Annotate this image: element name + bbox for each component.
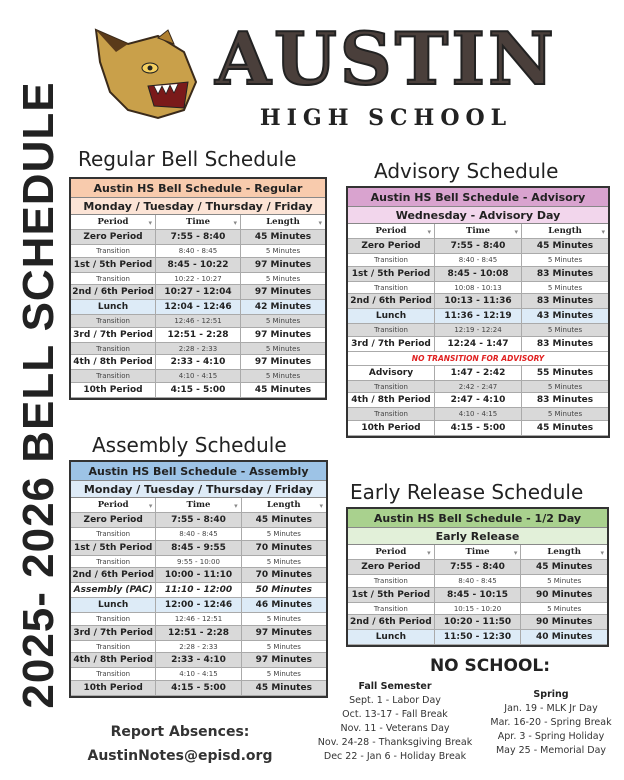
time-cell: 2:47 - 4:10: [435, 393, 522, 407]
table-row: [71, 653, 326, 668]
time-cell: 1:47 - 2:42: [435, 366, 522, 380]
period-cell: Transition: [348, 254, 435, 266]
school-subtitle: HIGH SCHOOL: [259, 105, 513, 131]
period-cell: 10th Period: [348, 421, 435, 435]
table-row: [348, 408, 608, 421]
table-row: [348, 309, 608, 324]
length-cell: 90 Minutes: [536, 617, 593, 627]
period-cell: Transition: [71, 370, 156, 382]
length-cell: 5 Minutes: [265, 317, 301, 325]
length-cell: 97 Minutes: [254, 287, 312, 297]
length-cell: 5 Minutes: [266, 615, 301, 623]
period-cell: Transition: [71, 273, 156, 285]
length-cell: 5 Minutes: [266, 530, 301, 538]
period-cell: Zero Period: [348, 560, 435, 574]
length-cell: 46 Minutes: [255, 600, 312, 610]
table-row: [71, 300, 325, 315]
table-subheader: Monday / Tuesday / Thursday / Friday: [71, 481, 326, 498]
column-filter-length[interactable]: Length ▾: [242, 498, 326, 512]
column-filter-time[interactable]: Time ▾: [156, 498, 241, 512]
length-cell: 90 Minutes: [536, 589, 593, 600]
period-cell: 4th / 8th Period: [71, 653, 156, 667]
column-filter-period[interactable]: Period ▾: [71, 215, 156, 229]
length-cell: 45 Minutes: [254, 384, 312, 395]
note-text: NO TRANSITION FOR ADVISORY: [411, 353, 545, 363]
period-cell: 1st / 5th Period: [71, 258, 156, 272]
table-row: [71, 668, 326, 681]
period-cell: Transition: [71, 343, 156, 355]
fall-semester-list: [310, 680, 480, 764]
length-cell: 5 Minutes: [266, 642, 301, 651]
time-cell: 7:55 - 8:40: [435, 239, 522, 253]
period-cell: Transition: [71, 315, 156, 327]
table-row: [71, 370, 325, 383]
table-row: [348, 267, 608, 282]
time-cell: 12:46 - 12:51: [156, 613, 241, 625]
column-header-row: [348, 224, 608, 239]
column-filter-length[interactable]: Length ▾: [521, 545, 607, 559]
period-cell: 2nd / 6th Period: [71, 285, 156, 299]
table-row: [71, 328, 325, 343]
length-cell: 5 Minutes: [547, 326, 583, 334]
table-row: [348, 381, 608, 394]
column-filter-time[interactable]: Time ▾: [156, 215, 241, 229]
length-cell: 5 Minutes: [547, 283, 583, 292]
period-cell: Transition: [71, 556, 156, 568]
period-cell: Transition: [348, 408, 435, 420]
table-note: [348, 352, 608, 366]
time-cell: 4:10 - 4:15: [435, 408, 522, 420]
time-cell: 12:04 - 12:46: [156, 300, 241, 314]
early-release-title: Early Release Schedule: [350, 480, 584, 504]
period-cell: Lunch: [71, 300, 156, 314]
time-cell: 12:51 - 2:28: [156, 328, 241, 342]
advisory-schedule-table: [346, 186, 610, 438]
column-filter-period[interactable]: Period ▾: [348, 224, 435, 238]
period-cell: Lunch: [71, 598, 156, 612]
length-cell: 83 Minutes: [536, 268, 594, 279]
regular-schedule-table: [69, 177, 327, 400]
assembly-schedule-table: [69, 460, 328, 698]
period-cell: 1st / 5th Period: [348, 267, 435, 281]
length-cell: 43 Minutes: [536, 311, 594, 321]
length-cell: 83 Minutes: [536, 395, 594, 405]
length-cell: 70 Minutes: [255, 542, 312, 553]
length-cell: 42 Minutes: [254, 302, 312, 312]
length-cell: 70 Minutes: [255, 570, 312, 580]
time-cell: 12:51 - 2:28: [156, 626, 241, 640]
length-cell: 45 Minutes: [536, 562, 593, 572]
table-row: [71, 626, 326, 641]
table-header: Austin HS Bell Schedule - 1/2 Day: [348, 509, 607, 528]
period-cell: Lunch: [348, 630, 435, 644]
table-row: [348, 366, 608, 381]
length-cell: 97 Minutes: [254, 357, 312, 367]
period-cell: Transition: [71, 668, 156, 680]
time-cell: 12:24 - 1:47: [435, 337, 522, 351]
period-cell: Transition: [348, 575, 435, 587]
period-cell: Lunch: [348, 309, 435, 323]
length-cell: 5 Minutes: [266, 670, 301, 678]
time-cell: 10:13 - 11:36: [435, 294, 522, 308]
time-cell: 9:55 - 10:00: [156, 556, 241, 568]
column-header-row: [348, 545, 607, 560]
period-cell: 3rd / 7th Period: [348, 337, 435, 351]
time-cell: 7:55 - 8:40: [156, 230, 241, 244]
column-filter-period[interactable]: Period ▾: [348, 545, 435, 559]
report-absences-label: Report Absences:: [110, 724, 250, 740]
table-row: [348, 254, 608, 267]
table-row: [71, 285, 325, 300]
table-row: [71, 315, 325, 328]
time-cell: 12:00 - 12:46: [156, 598, 241, 612]
table-row: [348, 282, 608, 295]
table-row: [348, 421, 608, 436]
length-cell: 5 Minutes: [547, 382, 583, 391]
time-cell: 2:28 - 2:33: [156, 343, 241, 355]
table-header: Austin HS Bell Schedule - Advisory: [348, 188, 608, 207]
period-cell: Transition: [71, 641, 156, 653]
length-cell: 55 Minutes: [536, 367, 594, 378]
period-cell: Transition: [71, 245, 156, 257]
time-cell: 10:00 - 11:10: [156, 568, 241, 582]
table-row: [348, 337, 608, 352]
column-filter-period[interactable]: Period ▾: [71, 498, 156, 512]
time-cell: 10:20 - 11:50: [435, 615, 522, 629]
table-row: [348, 603, 607, 616]
length-cell: 45 Minutes: [255, 682, 312, 693]
time-cell: 10:08 - 10:13: [435, 282, 522, 294]
period-cell: 3rd / 7th Period: [71, 328, 156, 342]
time-cell: 8:40 - 8:45: [435, 254, 522, 266]
time-cell: 7:55 - 8:40: [156, 513, 241, 527]
length-cell: 97 Minutes: [255, 655, 312, 665]
length-cell: 5 Minutes: [265, 372, 301, 380]
period-cell: 2nd / 6th Period: [71, 568, 156, 582]
table-subheader: Monday / Tuesday / Thursday / Friday: [71, 198, 325, 215]
table-row: [348, 575, 607, 588]
time-cell: 11:50 - 12:30: [435, 630, 522, 644]
period-cell: 4th / 8th Period: [71, 355, 156, 369]
period-cell: Transition: [71, 613, 156, 625]
length-cell: 5 Minutes: [265, 344, 301, 353]
time-cell: 2:33 - 4:10: [156, 653, 241, 667]
time-cell: 11:36 - 12:19: [435, 309, 522, 323]
spring-title: Spring: [533, 689, 569, 700]
table-header: Austin HS Bell Schedule - Assembly: [71, 462, 326, 481]
time-cell: 2:28 - 2:33: [156, 641, 241, 653]
report-absences-email[interactable]: AustinNotes@episd.org: [87, 748, 273, 764]
column-filter-length[interactable]: Length ▾: [522, 224, 608, 238]
early-release-schedule-table: [346, 507, 609, 647]
table-row: [71, 383, 325, 398]
holiday-item: Nov. 24-28 - Thanksgiving Break: [317, 737, 473, 748]
column-filter-time[interactable]: Time ▾: [435, 224, 522, 238]
time-cell: 8:45 - 10:22: [156, 258, 241, 272]
period-cell: Assembly (PAC): [71, 583, 156, 597]
spring-list: [478, 688, 624, 758]
table-row: [71, 583, 326, 598]
time-cell: 12:19 - 12:24: [435, 324, 522, 336]
period-cell: Transition: [348, 603, 435, 615]
time-cell: 8:40 - 8:45: [435, 575, 522, 587]
holiday-item: May 25 - Memorial Day: [495, 745, 607, 756]
length-cell: 5 Minutes: [547, 410, 583, 418]
length-cell: 5 Minutes: [547, 256, 583, 264]
table-row: [71, 343, 325, 356]
column-filter-length[interactable]: Length ▾: [241, 215, 325, 229]
period-cell: 4th / 8th Period: [348, 393, 435, 407]
period-cell: Transition: [348, 282, 435, 294]
period-cell: Zero Period: [71, 230, 156, 244]
length-cell: 45 Minutes: [536, 241, 594, 251]
period-cell: 10th Period: [71, 383, 156, 397]
time-cell: 10:15 - 10:20: [435, 603, 522, 615]
period-cell: Zero Period: [71, 513, 156, 527]
time-cell: 4:10 - 4:15: [156, 370, 241, 382]
time-cell: 10:27 - 12:04: [156, 285, 241, 299]
time-cell: 10:22 - 10:27: [156, 273, 241, 285]
table-subheader: Wednesday - Advisory Day: [348, 207, 608, 224]
advisory-title: Advisory Schedule: [374, 159, 559, 183]
holiday-item: Jan. 19 - MLK Jr Day: [504, 703, 598, 714]
period-cell: 10th Period: [71, 681, 156, 695]
time-cell: 11:10 - 12:00: [156, 583, 241, 597]
table-row: [71, 598, 326, 613]
length-cell: 45 Minutes: [536, 422, 594, 433]
holiday-item: Apr. 3 - Spring Holiday: [497, 731, 605, 742]
school-name: AUSTIN: [215, 16, 557, 101]
table-row: [71, 556, 326, 569]
time-cell: 4:15 - 5:00: [156, 383, 241, 397]
time-cell: 2:33 - 4:10: [156, 355, 241, 369]
fall-semester-title: Fall Semester: [358, 681, 432, 692]
period-cell: Transition: [348, 381, 435, 393]
table-row: [348, 239, 608, 254]
table-header: Austin HS Bell Schedule - Regular: [71, 179, 325, 198]
length-cell: 40 Minutes: [536, 632, 593, 642]
holiday-item: Oct. 13-17 - Fall Break: [342, 709, 448, 720]
time-cell: 4:15 - 5:00: [435, 421, 522, 435]
holiday-item: Mar. 16-20 - Spring Break: [490, 717, 612, 728]
table-row: [71, 273, 325, 286]
column-filter-time[interactable]: Time ▾: [435, 545, 522, 559]
time-cell: 8:45 - 9:55: [156, 541, 241, 555]
period-cell: Zero Period: [348, 239, 435, 253]
time-cell: 7:55 - 8:40: [435, 560, 522, 574]
table-row: [71, 528, 326, 541]
table-row: [71, 245, 325, 258]
table-row: [348, 615, 607, 630]
table-subheader: Early Release: [348, 528, 607, 545]
length-cell: 83 Minutes: [536, 338, 594, 349]
length-cell: 45 Minutes: [254, 232, 312, 242]
length-cell: 97 Minutes: [254, 259, 312, 270]
length-cell: 5 Minutes: [547, 604, 582, 613]
table-row: [348, 630, 607, 645]
time-cell: 8:45 - 10:15: [435, 588, 522, 602]
assembly-title: Assembly Schedule: [92, 433, 287, 457]
table-row: [348, 588, 607, 603]
length-cell: 5 Minutes: [265, 274, 301, 283]
table-row: [348, 324, 608, 337]
period-cell: Transition: [71, 528, 156, 540]
length-cell: 5 Minutes: [547, 577, 582, 585]
length-cell: 97 Minutes: [255, 627, 312, 638]
holiday-item: Nov. 11 - Veterans Day: [340, 723, 450, 734]
time-cell: 8:40 - 8:45: [156, 245, 241, 257]
table-row: [71, 568, 326, 583]
length-cell: 45 Minutes: [255, 515, 312, 525]
table-row: [71, 541, 326, 556]
table-row: [71, 613, 326, 626]
period-cell: 2nd / 6th Period: [348, 615, 435, 629]
holiday-item: Sept. 1 - Labor Day: [349, 695, 441, 706]
length-cell: 5 Minutes: [266, 557, 301, 566]
table-row: [348, 560, 607, 575]
length-cell: 83 Minutes: [536, 296, 594, 306]
period-cell: 2nd / 6th Period: [348, 294, 435, 308]
table-row: [71, 230, 325, 245]
table-row: [71, 641, 326, 654]
wildcat-logo: [88, 22, 200, 122]
time-cell: 8:40 - 8:45: [156, 528, 241, 540]
column-header-row: [71, 215, 325, 230]
length-cell: 97 Minutes: [254, 329, 312, 340]
period-cell: 1st / 5th Period: [348, 588, 435, 602]
no-school-title: NO SCHOOL:: [429, 656, 551, 676]
length-cell: 50 Minutes: [255, 585, 312, 595]
time-cell: 8:45 - 10:08: [435, 267, 522, 281]
time-cell: 12:46 - 12:51: [156, 315, 241, 327]
time-cell: 4:10 - 4:15: [156, 668, 241, 680]
time-cell: 4:15 - 5:00: [156, 681, 241, 695]
table-row: [71, 681, 326, 696]
time-cell: 2:42 - 2:47: [435, 381, 522, 393]
period-cell: 3rd / 7th Period: [71, 626, 156, 640]
report-absences: [70, 720, 290, 768]
period-cell: 1st / 5th Period: [71, 541, 156, 555]
column-header-row: [71, 498, 326, 513]
period-cell: Transition: [348, 324, 435, 336]
table-row: [71, 513, 326, 528]
vertical-title: 2025- 2026 BELL SCHEDULE: [14, 81, 63, 709]
table-row: [348, 393, 608, 408]
table-row: [71, 355, 325, 370]
regular-title: Regular Bell Schedule: [78, 147, 297, 171]
length-cell: 5 Minutes: [265, 247, 301, 255]
table-row: [71, 258, 325, 273]
table-row: [348, 294, 608, 309]
holiday-item: Dec 22 - Jan 6 - Holiday Break: [323, 751, 467, 762]
period-cell: Advisory: [348, 366, 435, 380]
